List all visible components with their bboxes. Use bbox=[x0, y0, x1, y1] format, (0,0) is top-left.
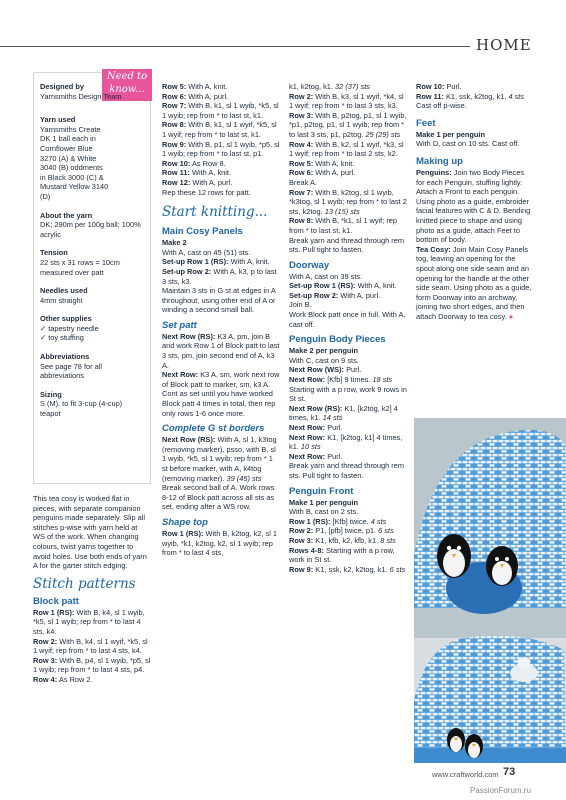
make-count: Make 2 per penguin bbox=[289, 346, 358, 356]
set-patt-heading: Set patt bbox=[162, 319, 197, 331]
section-title: HOME bbox=[476, 36, 532, 54]
penguin bbox=[486, 546, 518, 586]
maintain-text: Maintain 3 sts in G st at edges in A throughout, using other end of A or winding a second small ball. bbox=[162, 286, 276, 315]
supplies-label: Other supplies bbox=[40, 314, 92, 324]
column-1 bbox=[33, 494, 151, 685]
row-line: Row 1 (RS): With B, k2tog, k2, sl 1 wyib, *k1, k2tog, k2, sl 1 wyib; rep from * to last 4 sts, bbox=[162, 528, 278, 558]
row-line: Next Row: Purl. bbox=[289, 423, 343, 432]
doorway-work-text: Work Block patt once in full. With A, cast off. bbox=[289, 310, 406, 329]
tension-label: Tension bbox=[40, 248, 68, 258]
doorway-heading: Doorway bbox=[289, 259, 330, 271]
row-line: Set-up Row 2: With A, purl. bbox=[289, 290, 381, 300]
column-3 bbox=[289, 82, 407, 574]
break-a-text: Break A. bbox=[289, 177, 317, 187]
repeat-text: Rep these 12 rows for patt. bbox=[162, 187, 251, 197]
block-patt-heading: Block patt bbox=[33, 595, 79, 607]
page-number: 73 bbox=[503, 766, 516, 778]
row-line: Next Row (WS): Purl. bbox=[289, 365, 362, 375]
body-cast-on: With C, cast on 9 sts. bbox=[289, 355, 359, 365]
igloo-front bbox=[414, 636, 566, 763]
tension-text: 22 sts x 31 rows = 10cm measured over patt bbox=[40, 257, 120, 277]
header-rule bbox=[0, 46, 470, 47]
row-line: Row 4: With B, k2, sl 1 wyif, *k3, sl 1 wyif; rep from * to last 2 sts, k2. bbox=[289, 139, 404, 159]
need-to-know-label: Need to know... bbox=[106, 71, 148, 95]
row-line: Row 2: With B, k3, sl 1 wyif, *k4, sl 1 wyif; rep from * to last 3 sts, k3. bbox=[289, 91, 404, 111]
making-up-heading: Making up bbox=[416, 155, 463, 167]
row-line: Row 7: With B, k2tog, sl 1 wyib, *k3tog, sl 1 wyib; rep from * to last 2 sts, k2tog. 13 (15) sts bbox=[289, 187, 407, 216]
row-line: Row 2: P1, [pfb] twice, p1. 6 sts bbox=[289, 526, 394, 536]
sizing-label: Sizing bbox=[40, 389, 62, 399]
about-yarn-label: About the yarn bbox=[40, 210, 93, 220]
row-line: Row 12: With A, purl. bbox=[162, 177, 233, 187]
make-count: Make 2 bbox=[162, 238, 187, 248]
column-4 bbox=[416, 82, 534, 321]
sidebar-content bbox=[40, 82, 144, 419]
row-line: Next Row: Purl. bbox=[289, 451, 343, 461]
row-line: Row 9: K1, ssk, k2, k2tog, k1. 6 sts bbox=[289, 564, 406, 574]
row-line: Row 10: Purl. bbox=[416, 82, 462, 91]
row-line: Set-up Row 2: With A, k3, p to last 3 sts, k3. bbox=[162, 266, 277, 286]
row-line: Row 11: K1, ssk, k2tog, k1. 4 sts bbox=[416, 91, 525, 101]
yarn-label: Yarn used bbox=[40, 115, 76, 125]
row-line: Next Row (RS): K1, [k2tog, k2] 4 times, k1. 14 sts bbox=[289, 403, 398, 423]
break-text: Break second ball of A. Work rows 8-12 of Block patt across all sts as set, ending after a WS row. bbox=[162, 483, 275, 512]
row-line: Row 8: With B, *k1, sl 1 wyif; rep from * to last st, k1. bbox=[289, 216, 398, 235]
supply-item: ✓ tapestry needle bbox=[40, 323, 99, 333]
main-cosy-heading: Main Cosy Panels bbox=[162, 226, 243, 238]
penguin-body-heading: Penguin Body Pieces bbox=[289, 334, 386, 346]
row-line: Next Row: [Kfb] 9 times. 18 sts bbox=[289, 375, 393, 385]
row-line: Row 9: With B, p1, sl 1 wyib, *p5, sl 1 wyib; rep from * to last st, p1. bbox=[162, 139, 280, 159]
row-line: Row 8: With B, k1, sl 1 wyif, *k5, sl 1 wyif; rep from * to last st, k1. bbox=[162, 120, 277, 139]
sizing-text: S (M), to fit 3-cup (4-cup) teapot bbox=[40, 399, 123, 419]
abbreviations-text: See page 78 for all abbreviations bbox=[40, 361, 103, 381]
needles-label: Needles used bbox=[40, 286, 88, 296]
row-line: Row 7: With B, k1, sl 1 wyib, *k5, sl 1 wyib; rep from * to last st, k1. bbox=[162, 101, 279, 120]
row-line: Row 10: As Row 8. bbox=[162, 158, 226, 168]
penguins-paragraph: Penguins: Join two Body Pieces for each Penguin, stuffing lightly. Attach a Front to each penguin. Using photo as a guide, embroider facial features with C & D. Bending knitted piece to shape and using photo as a guide, attach Feet to bottom of body. bbox=[416, 167, 531, 245]
row-line: Next Row (RS): With A, sl 1, k3tog (removing marker), psso, with B, sl 1 wyib, *k5, sl 1 wyib; rep from * 1 st before marker, with A, k4tog (removing marker). 39 (45) sts bbox=[162, 435, 277, 483]
complete-borders-heading: Complete G st borders bbox=[162, 423, 265, 435]
stitch-patterns-heading: Stitch patterns bbox=[33, 575, 136, 592]
continue-text: Cont as set until you have worked Block patt 4 times in total, then rep only rows 1-6 once more. bbox=[162, 389, 276, 418]
footer-url[interactable]: www.craftworld.com bbox=[432, 770, 499, 779]
row-line: Next Row (RS): K3 A, pm, join B and work Row 1 of Block patt to last 3 sts, pm, join second end of A, k3 A. bbox=[162, 331, 280, 370]
penguin bbox=[465, 734, 483, 758]
intro-text: This tea cosy is worked flat in pieces, with separate companion penguins made separately. Slip all stitches p-wise with yarn held at WS of the work. When changing colours, twist yarns together to avoid holes. Use both ends of yarn A for the garter stitch edging. bbox=[33, 494, 147, 571]
column-2 bbox=[162, 82, 280, 558]
front-cast-on: With B, cast on 2 sts. bbox=[289, 507, 359, 517]
body-break-text: Break yarn and thread through rem sts. Pull tight to fasten. bbox=[289, 461, 405, 480]
designed-by-text: Yarnsmiths Design Team bbox=[40, 91, 122, 101]
penguin-front-heading: Penguin Front bbox=[289, 485, 354, 497]
tea-cosy-photo bbox=[414, 418, 566, 763]
row-line: Row 3: With B, p4, sl 1 wyib, *p5, sl 1 wyib; rep from * to last 4 sts, p4. bbox=[33, 655, 151, 675]
penguin bbox=[437, 534, 471, 578]
feet-heading: Feet bbox=[416, 117, 436, 129]
row-line: Row 1 (RS): [Kfb] twice. 4 sts bbox=[289, 516, 387, 526]
row-line: Row 3: With B, p2tog, p1, sl 1 wyib, *p1, p2tog, p1, sl 1 wyib; rep from * to last 3 sts, p1, p2tog. 25 (29) sts bbox=[289, 110, 407, 139]
join-b-text: Join B. bbox=[289, 300, 312, 310]
break-thread-text: Break yarn and thread through rem sts. Pull tight to fasten. bbox=[289, 235, 405, 255]
supply-item: ✓ toy stuffing bbox=[40, 333, 84, 343]
row-line: Row 4: As Row 2. bbox=[33, 674, 93, 684]
end-dot-icon: ● bbox=[508, 311, 514, 321]
cast-off-text: Cast off p-wise. bbox=[416, 101, 467, 111]
feet-text: With D, cast on 10 sts. Cast off. bbox=[416, 139, 520, 149]
yarn-text: Yarnsmiths Create DK 1 ball each in Cornflower Blue 3270 (A) & White 3040 (B) oddments in Black 3000 (C) & Mustard Yellow 3140 (D) bbox=[40, 124, 109, 201]
designed-by-label: Designed by bbox=[40, 82, 84, 91]
row-line: Row 1 (RS): With B, k4, sl 1 wyib, *k5, sl 1 wyib; rep from * to last 4 sts, k4. bbox=[33, 607, 145, 636]
doorway-cast-on: With A, cast on 39 sts. bbox=[289, 271, 363, 281]
shape-top-heading: Shape top bbox=[162, 516, 208, 528]
row-line: Row 5: With A, knit. bbox=[162, 82, 228, 91]
row-line: k1, k2tog, k1. 32 (37) sts bbox=[289, 82, 370, 91]
row-line: Row 5: With A, knit. bbox=[289, 158, 355, 168]
make-count: Make 1 per penguin bbox=[289, 497, 358, 507]
cast-on-text: With A, cast on 45 (51) sts. bbox=[162, 247, 251, 257]
row-line: Row 11: With A, knit. bbox=[162, 168, 232, 178]
row-line: Row 2: With B, k4, sl 1 wyif, *k5, sl 1 wyif; rep from * to last 4 sts, k4. bbox=[33, 636, 148, 656]
make-count: Make 1 per penguin bbox=[416, 129, 485, 139]
row-line: Rows 4-8: Starting with a p row, work in St st. bbox=[289, 545, 395, 565]
row-line: Row 6: With A, purl. bbox=[289, 168, 356, 178]
row-line: Row 6: With A, purl. bbox=[162, 91, 229, 101]
about-yarn-text: DK; 290m per 100g ball; 100% acrylic bbox=[40, 220, 141, 239]
row-line: Next Row: K1, [k2tog, k1] 4 times, k1. 10 sts bbox=[289, 432, 403, 452]
abbreviations-label: Abbreviations bbox=[40, 352, 90, 362]
needles-text: 4mm straight bbox=[40, 295, 83, 305]
row-line: Row 3: K1, kfb, k2, kfb, k1. 8 sts bbox=[289, 535, 396, 545]
row-line: Set-up Row 1 (RS): With A, knit. bbox=[162, 257, 270, 267]
row-line: Set-up Row 1 (RS): With A, knit. bbox=[289, 281, 397, 291]
tea-cosy-paragraph: Tea Cosy: Join Main Cosy Panels tog, leaving an opening for the spout along one side seam and an opening for the handle at the other side seam. Using photo as a guide, form Doorway into an archway, joining two short edges, and then attach Doorway to tea cosy. ● bbox=[416, 244, 532, 321]
starting-text: Starting with a p row, work 9 rows in St st. bbox=[289, 384, 407, 404]
watermark: PassionForum.ru bbox=[470, 786, 531, 795]
penguin bbox=[447, 728, 465, 752]
row-line: Next Row: K3 A, sm, work next row of Block patt to marker, sm, k3 A. bbox=[162, 370, 280, 389]
start-knitting-heading: Start knitting... bbox=[162, 204, 268, 221]
